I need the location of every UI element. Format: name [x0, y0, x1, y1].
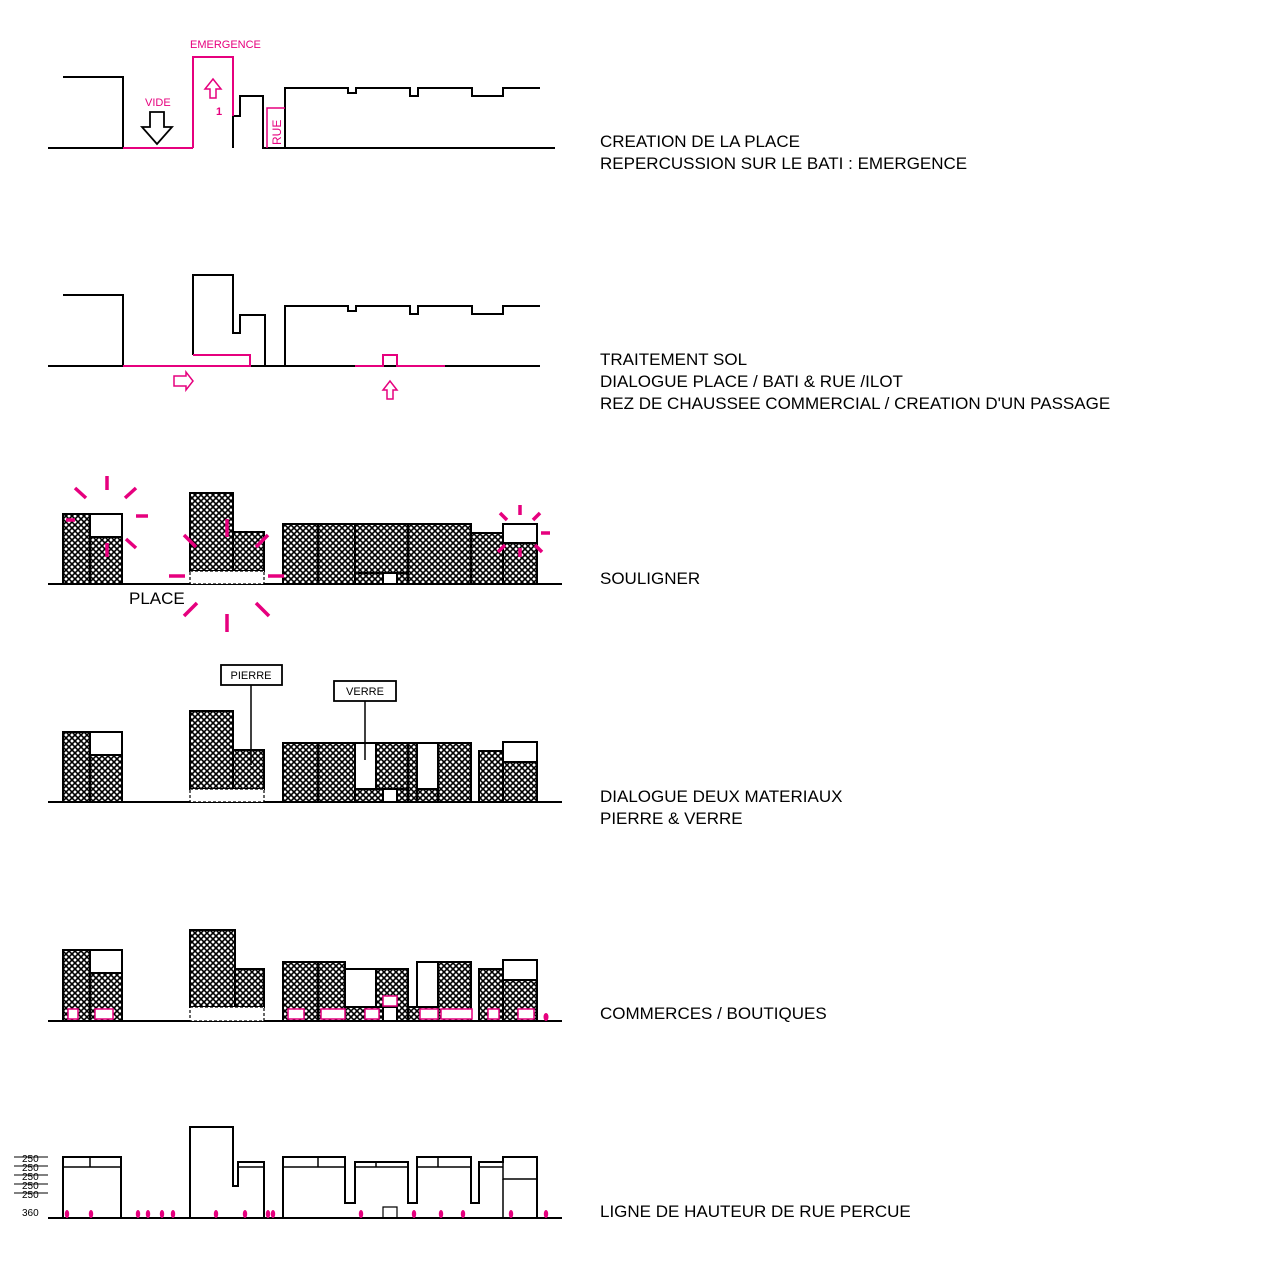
pierre-label: PIERRE [230, 670, 272, 682]
emergence-label: EMERGENCE [190, 39, 261, 51]
vide-label: VIDE [145, 97, 171, 109]
skyline-right [285, 306, 540, 366]
shop-window [288, 1009, 304, 1019]
stone-block [503, 762, 537, 802]
scale-value: 250 [22, 1181, 39, 1192]
glass-block [503, 524, 537, 543]
stone-block [408, 743, 417, 802]
height-scale [22, 1154, 39, 1219]
emergence-building [193, 57, 233, 148]
building-outline [63, 1157, 121, 1218]
passage-ground [355, 355, 445, 366]
hatched-block [318, 524, 355, 584]
stone-block [438, 743, 471, 802]
stone-block [90, 755, 122, 802]
right-arrow-icon [174, 372, 193, 390]
shop-window [95, 1009, 113, 1019]
shop-window [365, 1009, 379, 1019]
caption-row6 [600, 1201, 911, 1223]
hatched-block [283, 524, 318, 584]
stone-block [235, 969, 264, 1007]
row2-section [48, 275, 540, 399]
pedestrian-markers [65, 1210, 548, 1218]
caption-row4 [600, 786, 842, 830]
caption-line: CREATION DE LA PLACE [600, 132, 800, 151]
scale-value: 250 [22, 1154, 39, 1165]
caption-row5 [600, 1003, 827, 1025]
glass-block [345, 969, 376, 1007]
caption-row3 [600, 568, 700, 590]
stone-block [376, 743, 408, 789]
building-left [63, 77, 123, 148]
pedestrian-marker [544, 1013, 549, 1021]
stone-block [283, 743, 318, 802]
row5-section [48, 930, 562, 1021]
up-arrow-icon [383, 381, 397, 399]
stone-block [190, 930, 235, 1007]
scale-value: 250 [22, 1190, 39, 1201]
glass-block [417, 743, 438, 789]
passage-opening [383, 1007, 397, 1021]
building-outline [190, 1127, 264, 1218]
shop-window [420, 1009, 438, 1019]
row3-section [48, 493, 562, 584]
passage-opening [383, 573, 397, 584]
caption-line: TRAITEMENT SOL [600, 350, 748, 369]
row1-section [48, 57, 555, 148]
caption-line: DIALOGUE DEUX MATERIAUX [600, 787, 843, 806]
hatched-block [355, 573, 383, 584]
passage-opening [383, 789, 397, 802]
stone-block [318, 743, 355, 802]
shop-window [321, 1009, 345, 1019]
shop-window [441, 1009, 472, 1019]
hatched-block [63, 514, 90, 584]
shop-window [68, 1009, 78, 1019]
verre-label: VERRE [346, 686, 384, 698]
caption-line: LIGNE DE HAUTEUR DE RUE PERCUE [600, 1202, 911, 1221]
ground-floor-block [190, 789, 264, 802]
number-label: 1 [216, 106, 223, 118]
caption-line: SOULIGNER [600, 569, 701, 588]
ground-floor-block [190, 1007, 264, 1021]
skyline-outline [283, 1157, 537, 1218]
row4-section [48, 665, 562, 802]
hatched-block [397, 573, 408, 584]
caption-row1 [600, 131, 967, 175]
hatched-block [408, 524, 471, 584]
scale-value: 250 [22, 1172, 39, 1183]
hatched-block [233, 532, 264, 571]
caption-line: PIERRE & VERRE [600, 809, 743, 828]
scale-value: 250 [22, 1163, 39, 1174]
hatched-block [355, 524, 408, 573]
glass-block [90, 950, 122, 973]
glass-block [503, 1157, 537, 1179]
stone-block [479, 751, 503, 802]
stone-block [190, 711, 233, 789]
glass-block [417, 962, 438, 1007]
hatched-block [471, 533, 503, 584]
scale-value: 360 [22, 1208, 39, 1219]
shop-window [383, 996, 397, 1006]
building-emergence [193, 275, 265, 366]
ground-floor-block [190, 571, 264, 584]
stone-block [417, 789, 438, 802]
passage-opening [383, 1207, 397, 1218]
stone-block [233, 750, 264, 789]
caption-line: DIALOGUE PLACE / BATI & RUE /ILOT [600, 372, 903, 391]
building-left [63, 295, 123, 366]
row6-section [14, 1127, 562, 1218]
glass-block [90, 514, 122, 537]
glass-block [90, 732, 122, 755]
glass-block [503, 742, 537, 762]
down-arrow-icon [142, 112, 172, 144]
glass-block [503, 960, 537, 980]
shop-window [518, 1009, 534, 1019]
caption-line: REPERCUSSION SUR LE BATI : EMERGENCE [600, 154, 968, 173]
caption-line: COMMERCES / BOUTIQUES [600, 1004, 827, 1023]
caption-row2 [600, 349, 1110, 415]
up-arrow-icon [205, 79, 221, 98]
stone-block [355, 789, 383, 802]
stone-block [63, 732, 90, 802]
caption-line: REZ DE CHAUSSEE COMMERCIAL / CREATION D'UN PASSAGE [600, 394, 1111, 413]
shop-window [488, 1009, 499, 1019]
rue-label: RUE [270, 119, 284, 145]
place-label: PLACE [129, 589, 185, 608]
ground-treatment [123, 355, 250, 366]
stone-block [397, 789, 408, 802]
